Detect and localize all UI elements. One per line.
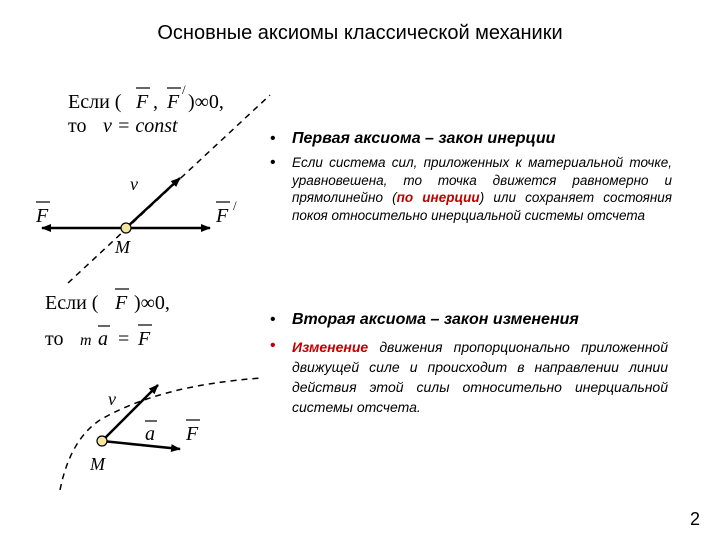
axiom1-body [292,154,672,224]
figure1-formula [68,82,224,137]
f2-mass: m [80,332,92,349]
f2-if-prefix: Если ( [45,292,99,314]
axiom2-body [292,337,668,417]
f1-velocity-const: v = const [103,115,178,137]
f2-equals: = [118,328,130,350]
f2-label-M: M [90,454,105,474]
f2-label-a: a [145,423,155,445]
f1-label-v: v [130,174,138,194]
f1-if-prefix: Если ( [68,91,122,113]
axiom1-body-row [270,154,672,224]
f1-then: то [68,115,87,137]
axiom1-highlight: по инерции [396,190,480,205]
axiom1-heading: Первая аксиома – закон инерции [292,130,556,147]
bullet-dot: • [270,130,276,147]
f2-then: то [45,328,64,350]
f1-comma: , [153,91,158,113]
f2-point-M [97,436,107,446]
f2-label-v: v [108,389,116,409]
f1-label-F-left: F [36,205,49,227]
axiom2-block [270,311,668,417]
f1-point-M [121,223,131,233]
axiom2-body-row [270,337,668,417]
axiom2-body-after: движения пропорционально приложенной движущей силе и происходит в направлении линии действия этой силы относительно инерциальной системы отсчета. [292,339,668,415]
f1-label-F-right: F [216,205,229,227]
f2-vec-a: a [98,328,108,350]
f2-if-suffix: )∞0, [134,292,170,314]
f2-vec-F: F [115,292,128,314]
axiom2-heading: Вторая аксиома – закон изменения [292,311,579,328]
axiom2-highlight: Изменение [292,339,369,355]
f1-prime-mark: / [182,82,186,97]
f2-F: F [138,328,151,350]
f1-label-M: M [115,237,130,257]
axiom1-body-before: Если система сил, приложенных к материальной точке, уравновешена, то точка движется равномерно и прямолинейно ( [292,155,672,205]
figure2-diagram [60,378,262,490]
bullet-dot: • [270,337,276,354]
f2-force-arrow [102,441,180,449]
slide-title: Основные аксиомы классической механики [157,22,563,44]
f2-label-F: F [186,423,199,445]
axiom1-heading-row [270,130,672,148]
axiom1-body-after: ) или сохраняет состояния покоя относительно инерциальной системы отсчета [292,190,672,223]
f1-vec-F: F [136,91,149,113]
axiom2-heading-row [270,311,668,329]
f1-vec-F-prime: F [167,91,180,113]
f1-if-suffix: )∞0, [188,91,224,113]
bullet-dot: • [270,311,276,328]
axiom1-block [270,130,672,224]
f1-label-F-right-prime: / [233,198,237,213]
bullet-dot: • [270,154,276,171]
figure2-formula [45,289,170,350]
page-number: 2 [689,509,700,529]
